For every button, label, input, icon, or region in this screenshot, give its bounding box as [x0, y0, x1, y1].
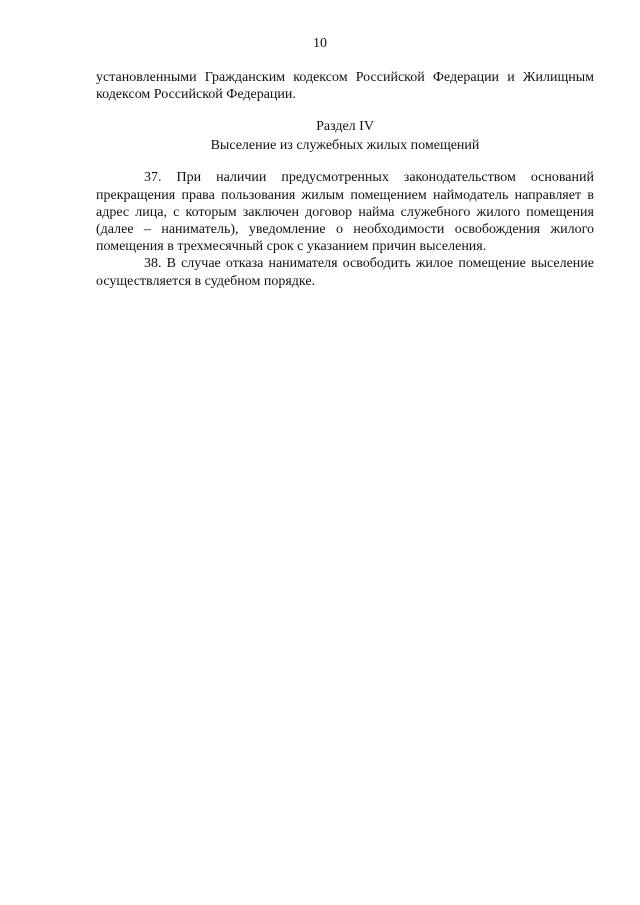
section-title: Выселение из служебных жилых помещений — [210, 138, 480, 154]
paragraph-38: 38. В случае отказа нанимателя освободить жилое помещение выселение осуществляется в судебном порядке. — [96, 256, 594, 289]
document-body — [96, 69, 594, 290]
page-number: 10 — [313, 36, 327, 51]
section-label: Раздел IV — [316, 119, 374, 135]
continuation-paragraph: установленными Гражданским кодексом Российской Федерации и Жилищным кодексом Российской Федерации. — [96, 70, 594, 103]
paragraph-37: 37. При наличии предусмотренных законодательством оснований прекращения права пользования жилым помещением наймодатель направляет в адрес лица, с которым заключен договор найма служебного жилого помещения (далее – наниматель), уведомление о необходимости освобождения жилого помещения в трехмесячный срок с указанием причин выселения. — [96, 170, 594, 255]
section-heading — [96, 117, 594, 155]
